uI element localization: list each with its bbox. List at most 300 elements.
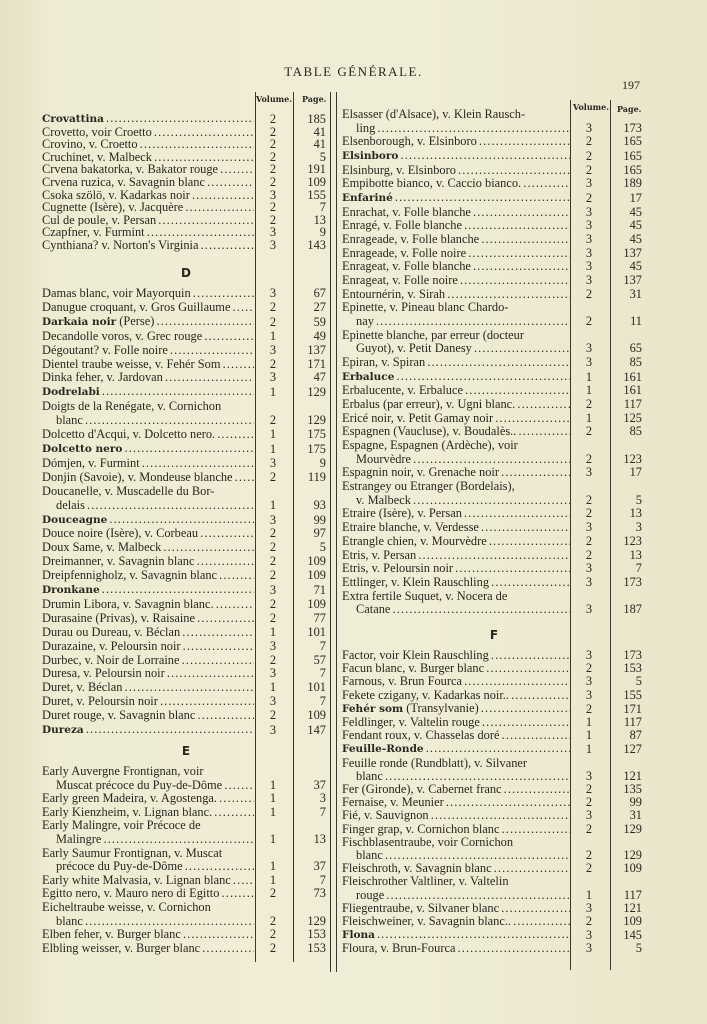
page-number-ref: 7	[319, 666, 326, 681]
volume-number: 2	[585, 286, 593, 301]
entry-reference: Cruchinet, v. Malbeck	[42, 150, 152, 164]
entry-headword: Flona	[342, 929, 375, 942]
entry-continuation: blanc	[56, 914, 83, 928]
entry-line	[42, 385, 254, 400]
page-number-ref: 13	[313, 831, 326, 846]
volume-number: 1	[269, 777, 277, 792]
entry-text	[42, 583, 254, 598]
entry-line	[42, 874, 254, 888]
index-entry	[342, 135, 646, 149]
volume-number: 2	[269, 124, 277, 139]
left-section-c	[42, 112, 330, 252]
volume-number: 3	[585, 120, 593, 135]
volume-number: 2	[269, 413, 277, 428]
entry-continuation: blanc	[56, 414, 83, 428]
index-entry	[342, 862, 646, 875]
entry-reference: Dégoutant? v. Folle noire	[42, 343, 168, 357]
volume-number: 2	[585, 848, 593, 863]
entry-line	[342, 783, 570, 796]
index-entry	[42, 583, 330, 598]
entry-text	[42, 428, 254, 442]
volume-number: 1	[269, 328, 277, 343]
index-entry	[342, 398, 646, 412]
volume-number: 2	[585, 397, 593, 412]
page-number-ref: 47	[313, 370, 326, 385]
page-number-ref: 7	[635, 561, 642, 576]
page-number-ref: 171	[307, 356, 326, 371]
index-entry	[42, 442, 330, 457]
entry-continuation-line	[42, 499, 254, 513]
page-number-ref: 127	[623, 742, 642, 757]
page-number-ref: 165	[623, 162, 642, 177]
entry-reference: Enrageat, v. Folle blanche	[342, 260, 471, 274]
entry-text	[42, 371, 254, 385]
index-entry	[42, 428, 330, 442]
entry-line	[42, 226, 254, 239]
entry-text	[342, 260, 570, 274]
entry-reference: Fliegentraube, v. Silvaner blanc	[342, 901, 500, 915]
entry-text	[342, 675, 570, 688]
entry-continuation-line	[42, 833, 254, 847]
page-title: TABLE GÉNÉRALE.	[284, 64, 423, 79]
entry-text	[342, 562, 570, 576]
page-number-ref: 99	[313, 512, 326, 527]
entry-text	[42, 765, 254, 792]
index-entry	[342, 425, 646, 439]
volume-number: 3	[269, 666, 277, 681]
entry-line	[42, 612, 254, 626]
entry-continuation-line	[342, 122, 570, 136]
entry-text	[42, 654, 254, 668]
entry-text	[342, 535, 570, 549]
entry-continuation: Malingre	[56, 832, 102, 846]
entry-text	[42, 400, 254, 428]
entry-reference: Etris, v. Persan	[342, 548, 417, 562]
page-number-ref: 5	[319, 540, 326, 555]
index-entry	[42, 887, 330, 901]
entry-reference: Enrachat, v. Folle blanche	[342, 205, 471, 219]
entry-reference: Elsinburg, v. Elsinboro	[342, 163, 456, 177]
entry-text	[42, 301, 254, 315]
entry-line	[42, 695, 254, 709]
volume-number: 2	[269, 652, 277, 667]
entry-line	[42, 112, 254, 126]
entry-line	[42, 471, 254, 485]
volume-number: 2	[269, 299, 277, 314]
index-entry	[342, 702, 646, 716]
entry-line	[342, 329, 570, 343]
page-number-ref: 5	[635, 941, 642, 956]
entry-reference: Erbalus (par erreur), v. Ugni blanc.	[342, 398, 516, 412]
entry-text	[342, 902, 570, 915]
volume-number: 3	[269, 187, 277, 202]
entry-line	[342, 466, 570, 480]
volume-number: 1	[269, 831, 277, 846]
entry-line	[342, 549, 570, 563]
entry-line	[42, 723, 254, 738]
entry-text	[342, 384, 570, 398]
index-entry	[42, 709, 330, 723]
page-number-ref: 153	[307, 940, 326, 955]
page-number-ref: 27	[313, 299, 326, 314]
entry-line	[42, 569, 254, 583]
entry-text	[42, 874, 254, 888]
page-number-ref: 77	[313, 610, 326, 625]
entry-line	[342, 425, 570, 439]
entry-reference: Durbec, v. Noir de Lorraine	[42, 653, 180, 667]
index-entry	[342, 274, 646, 288]
entry-line	[342, 928, 570, 942]
entry-reference: Empibotte bianco, v. Caccio bianco.	[342, 177, 522, 191]
entry-continuation: ling	[356, 121, 376, 135]
entry-text	[342, 329, 570, 356]
entry-text	[342, 576, 570, 590]
entry-line	[42, 287, 254, 301]
entry-text	[342, 301, 570, 328]
volume-number: 2	[269, 526, 277, 541]
entry-reference: Dreimanner, v. Savagnin blanc	[42, 555, 195, 569]
index-entry	[342, 757, 646, 783]
index-entry	[342, 729, 646, 742]
entry-reference: Fer (Gironde), v. Cabernet franc	[342, 783, 502, 797]
entry-reference: Durau ou Dureau, v. Béclan	[42, 625, 181, 639]
entry-text	[42, 344, 254, 358]
page-number-ref: 101	[307, 680, 326, 695]
page-number-ref: 9	[319, 455, 326, 470]
entry-line	[342, 191, 570, 206]
index-entry	[42, 901, 330, 928]
volume-number: 2	[585, 149, 593, 164]
entry-text	[342, 135, 570, 149]
entry-text	[342, 716, 570, 729]
page-number-ref: 59	[313, 314, 326, 329]
entry-continuation: delais	[56, 498, 85, 512]
entry-text	[42, 385, 254, 400]
page-number-ref: 109	[307, 708, 326, 723]
entry-text	[342, 590, 570, 617]
entry-text	[42, 358, 254, 372]
volume-number: 3	[269, 370, 277, 385]
index-entry	[42, 226, 330, 239]
index-entry	[42, 471, 330, 485]
entry-line	[342, 260, 570, 274]
entry-reference: Drumin Libora, v. Savagnin blanc.	[42, 597, 214, 611]
index-entry	[42, 126, 330, 139]
index-entry	[42, 163, 330, 176]
entry-reference: Extra fertile Suquet, v. Nocera de	[342, 589, 508, 603]
page-number-ref: 165	[623, 149, 642, 164]
entry-text	[342, 796, 570, 809]
page-number-ref: 153	[623, 661, 642, 676]
entry-continuation-line	[342, 770, 570, 783]
entry-text	[342, 425, 570, 439]
entry-reference: Fié, v. Sauvignon	[342, 809, 429, 823]
entry-continuation-line	[342, 315, 570, 329]
entry-reference: Elsenborough, v. Elsinboro	[342, 135, 477, 149]
entry-reference: Cul de poule, v. Persan	[42, 213, 157, 227]
index-entry	[42, 315, 330, 330]
volume-number: 3	[585, 465, 593, 480]
entry-text	[42, 541, 254, 555]
section-heading: F	[489, 628, 499, 642]
volume-number: 2	[585, 162, 593, 177]
entry-line	[42, 126, 254, 139]
volume-number: 2	[269, 174, 277, 189]
volume-number: 2	[269, 610, 277, 625]
entry-line	[342, 742, 570, 756]
entry-reference: Csoka szölö, v. Kadarkas noir	[42, 188, 190, 202]
volume-number: 2	[269, 886, 277, 901]
page-number-ref: 99	[629, 795, 642, 810]
entry-reference: Fendant roux, v. Chasselas doré	[342, 729, 500, 743]
entry-line	[342, 576, 570, 590]
entry-line	[342, 370, 570, 385]
entry-continuation-line	[342, 603, 570, 617]
entry-reference: Dinka feher, v. Jardovan	[42, 371, 163, 385]
entry-text	[42, 226, 254, 239]
entry-text	[42, 819, 254, 846]
volume-number: 2	[269, 314, 277, 329]
index-entry	[42, 457, 330, 471]
volume-number: 2	[585, 861, 593, 876]
page-number-ref: 85	[629, 355, 642, 370]
index-entry	[42, 612, 330, 626]
entry-line	[342, 288, 570, 302]
entry-reference: Epinette, v. Pineau blanc Chardo-	[342, 301, 509, 315]
entry-line	[342, 562, 570, 576]
page-number-ref: 109	[307, 554, 326, 569]
index-entry	[342, 796, 646, 809]
volume-number: 2	[585, 795, 593, 810]
right-page-header: Page.	[617, 104, 642, 114]
page-number-ref: 175	[307, 427, 326, 442]
index-entry	[342, 928, 646, 942]
index-entry	[42, 654, 330, 668]
index-entry	[42, 239, 330, 252]
page-number-ref: 7	[319, 638, 326, 653]
right-section-e	[342, 108, 646, 617]
page-number-ref: 71	[313, 583, 326, 598]
volume-number: 3	[585, 808, 593, 823]
entry-text	[42, 201, 254, 214]
index-entry	[342, 507, 646, 521]
index-entry	[342, 562, 646, 576]
index-entry	[42, 201, 330, 214]
entry-line	[342, 384, 570, 398]
entry-reference: Fekete czigany, v. Kadarkas noir..	[342, 688, 509, 702]
entry-text	[342, 206, 570, 220]
volume-number: 2	[585, 547, 593, 562]
page-number-ref: 37	[313, 777, 326, 792]
page-number-ref: 13	[313, 212, 326, 227]
entry-text	[42, 667, 254, 681]
entry-reference: Early Saumur Frontignan, v. Muscat	[42, 846, 223, 860]
entry-continuation-line	[342, 889, 570, 902]
index-entry	[342, 329, 646, 356]
volume-number: 1	[269, 872, 277, 887]
page-number-ref: 41	[313, 124, 326, 139]
index-entry	[342, 875, 646, 901]
index-entry	[42, 385, 330, 400]
page-number-ref: 161	[623, 369, 642, 384]
index-entry	[342, 301, 646, 328]
entry-reference: Fischblasentraube, voir Cornichon	[342, 835, 514, 849]
volume-number: 2	[585, 424, 593, 439]
entry-text	[42, 640, 254, 654]
entry-line	[42, 428, 254, 442]
entry-reference: Ettlinger, v. Klein Rauschling	[342, 575, 490, 589]
page-number-ref: 97	[313, 526, 326, 541]
entry-reference: Crvena bakatorka, v. Bakator rouge	[42, 163, 219, 176]
volume-number: 2	[269, 137, 277, 152]
entry-line	[342, 902, 570, 915]
index-entry	[342, 233, 646, 247]
page-number-ref: 109	[307, 174, 326, 189]
volume-number: 1	[269, 859, 277, 874]
entry-reference: Espagnin noir, v. Grenache noir	[342, 466, 499, 480]
entry-continuation-line	[42, 915, 254, 929]
entry-text	[342, 809, 570, 822]
page-number-ref: 3	[635, 520, 642, 535]
entry-continuation-line	[342, 849, 570, 862]
volume-number: 3	[269, 342, 277, 357]
page-number-ref: 31	[629, 286, 642, 301]
entry-reference: Dientel traube weisse, v. Fehér Som	[42, 357, 221, 371]
entry-line	[342, 716, 570, 729]
entry-continuation: Guyot), v. Petit Danesy	[356, 342, 472, 356]
entry-line	[342, 702, 570, 716]
entry-reference: Early green Madeira, v. Agostenga.	[42, 792, 218, 806]
index-entry	[342, 384, 646, 398]
entry-reference: Fernaise, v. Meunier	[342, 796, 444, 810]
index-entry	[42, 847, 330, 874]
entry-reference: Dreipfennigholz, v. Savagnin blanc	[42, 569, 218, 583]
page-number-ref: 49	[313, 328, 326, 343]
entry-reference: Enragé, v. Folle blanche	[342, 219, 462, 233]
page-number-ref: 45	[629, 218, 642, 233]
entry-reference: Duresa, v. Peloursin noir	[42, 667, 165, 681]
entry-text	[342, 549, 570, 563]
entry-reference: Donjin (Savoie), v. Mondeuse blanche	[42, 470, 233, 484]
entry-continuation: précoce du Puy-de-Dôme	[56, 860, 183, 874]
entry-line	[42, 151, 254, 164]
entry-continuation-line	[42, 779, 254, 793]
entry-text	[342, 823, 570, 836]
index-entry	[42, 792, 330, 806]
entry-continuation: blanc	[356, 769, 383, 783]
page-number-ref: 171	[623, 701, 642, 716]
entry-line	[42, 901, 254, 915]
entry-reference: Fleischrother Valtliner, v. Valtelin	[342, 875, 509, 889]
entry-reference: Espagne, Espagnen (Ardèche), voir	[342, 439, 518, 453]
entry-reference: Duret, v. Peloursin noir	[42, 695, 158, 709]
page-number-ref: 153	[307, 927, 326, 942]
entry-reference: Decandolle voros, v. Grec rouge	[42, 329, 203, 343]
entry-reference: (Transylvanie)	[403, 701, 479, 715]
volume-number: 2	[269, 913, 277, 928]
entry-continuation-line	[342, 453, 570, 467]
page-number-ref: 5	[319, 149, 326, 164]
entry-line	[42, 457, 254, 471]
volume-number: 2	[269, 200, 277, 215]
entry-line	[42, 239, 254, 252]
volume-number: 2	[585, 191, 593, 206]
entry-line	[342, 439, 570, 453]
page-number-ref: 187	[623, 602, 642, 617]
entry-headword: Elsinboro	[342, 150, 399, 163]
entry-text	[342, 274, 570, 288]
entry-reference: Erbalucente, v. Erbaluce	[342, 384, 463, 398]
index-entry	[342, 716, 646, 729]
page-number-ref: 5	[635, 674, 642, 689]
page-number-ref: 109	[307, 596, 326, 611]
index-entry	[42, 287, 330, 301]
entry-reference: Czapfner, v. Furmint	[42, 226, 145, 239]
entry-line	[342, 757, 570, 770]
index-entry	[342, 915, 646, 928]
entry-reference: Elben feher, v. Burger blanc	[42, 928, 181, 942]
entry-line	[342, 796, 570, 809]
entry-line	[42, 513, 254, 528]
entry-text	[342, 108, 570, 135]
entry-reference: Enrageade, v. Folle blanche	[342, 233, 480, 247]
volume-number: 1	[585, 728, 593, 743]
page-number-ref: 129	[623, 848, 642, 863]
index-entry	[342, 480, 646, 507]
entry-reference: Estrangey ou Etranger (Bordelais),	[342, 480, 515, 494]
entry-line	[42, 654, 254, 668]
entry-text	[42, 626, 254, 640]
entry-text	[42, 513, 254, 528]
entry-text	[342, 729, 570, 742]
entry-reference: Duret, v. Béclan	[42, 681, 123, 695]
entry-line	[342, 412, 570, 426]
right-section-f	[342, 622, 646, 956]
page-number-ref: 7	[319, 694, 326, 709]
index-entry	[42, 330, 330, 344]
index-entry	[342, 576, 646, 590]
index-entry	[342, 549, 646, 563]
volume-number: 2	[269, 212, 277, 227]
entry-line	[42, 330, 254, 344]
entry-reference: Espagnen (Vaucluse), v. Boudalès..	[342, 425, 517, 439]
entry-text	[342, 942, 570, 955]
volume-number: 2	[269, 356, 277, 371]
entry-line	[342, 219, 570, 233]
page-number-ref: 161	[623, 383, 642, 398]
page-number-ref: 173	[623, 120, 642, 135]
entry-line	[342, 507, 570, 521]
page-number-ref: 57	[313, 652, 326, 667]
volume-number: 3	[269, 225, 277, 240]
entry-text	[42, 457, 254, 471]
volume-number: 3	[269, 455, 277, 470]
page-number-ref: 65	[629, 341, 642, 356]
index-entry	[42, 214, 330, 227]
volume-number: 1	[585, 887, 593, 902]
page-number-ref: 185	[307, 112, 326, 126]
entry-text	[42, 527, 254, 541]
entry-reference: Early Malingre, voir Précoce de	[42, 819, 201, 833]
volume-number: 3	[585, 687, 593, 702]
entry-reference: Early Kienzheim, v. Lignan blanc.	[42, 805, 213, 819]
volume-number: 3	[269, 512, 277, 527]
entry-reference: Facun blanc, v. Burger blanc	[342, 662, 485, 676]
index-entry	[42, 176, 330, 189]
volume-number: 3	[585, 561, 593, 576]
page-number-ref: 7	[319, 804, 326, 819]
entry-headword: Enfariné	[342, 192, 393, 205]
